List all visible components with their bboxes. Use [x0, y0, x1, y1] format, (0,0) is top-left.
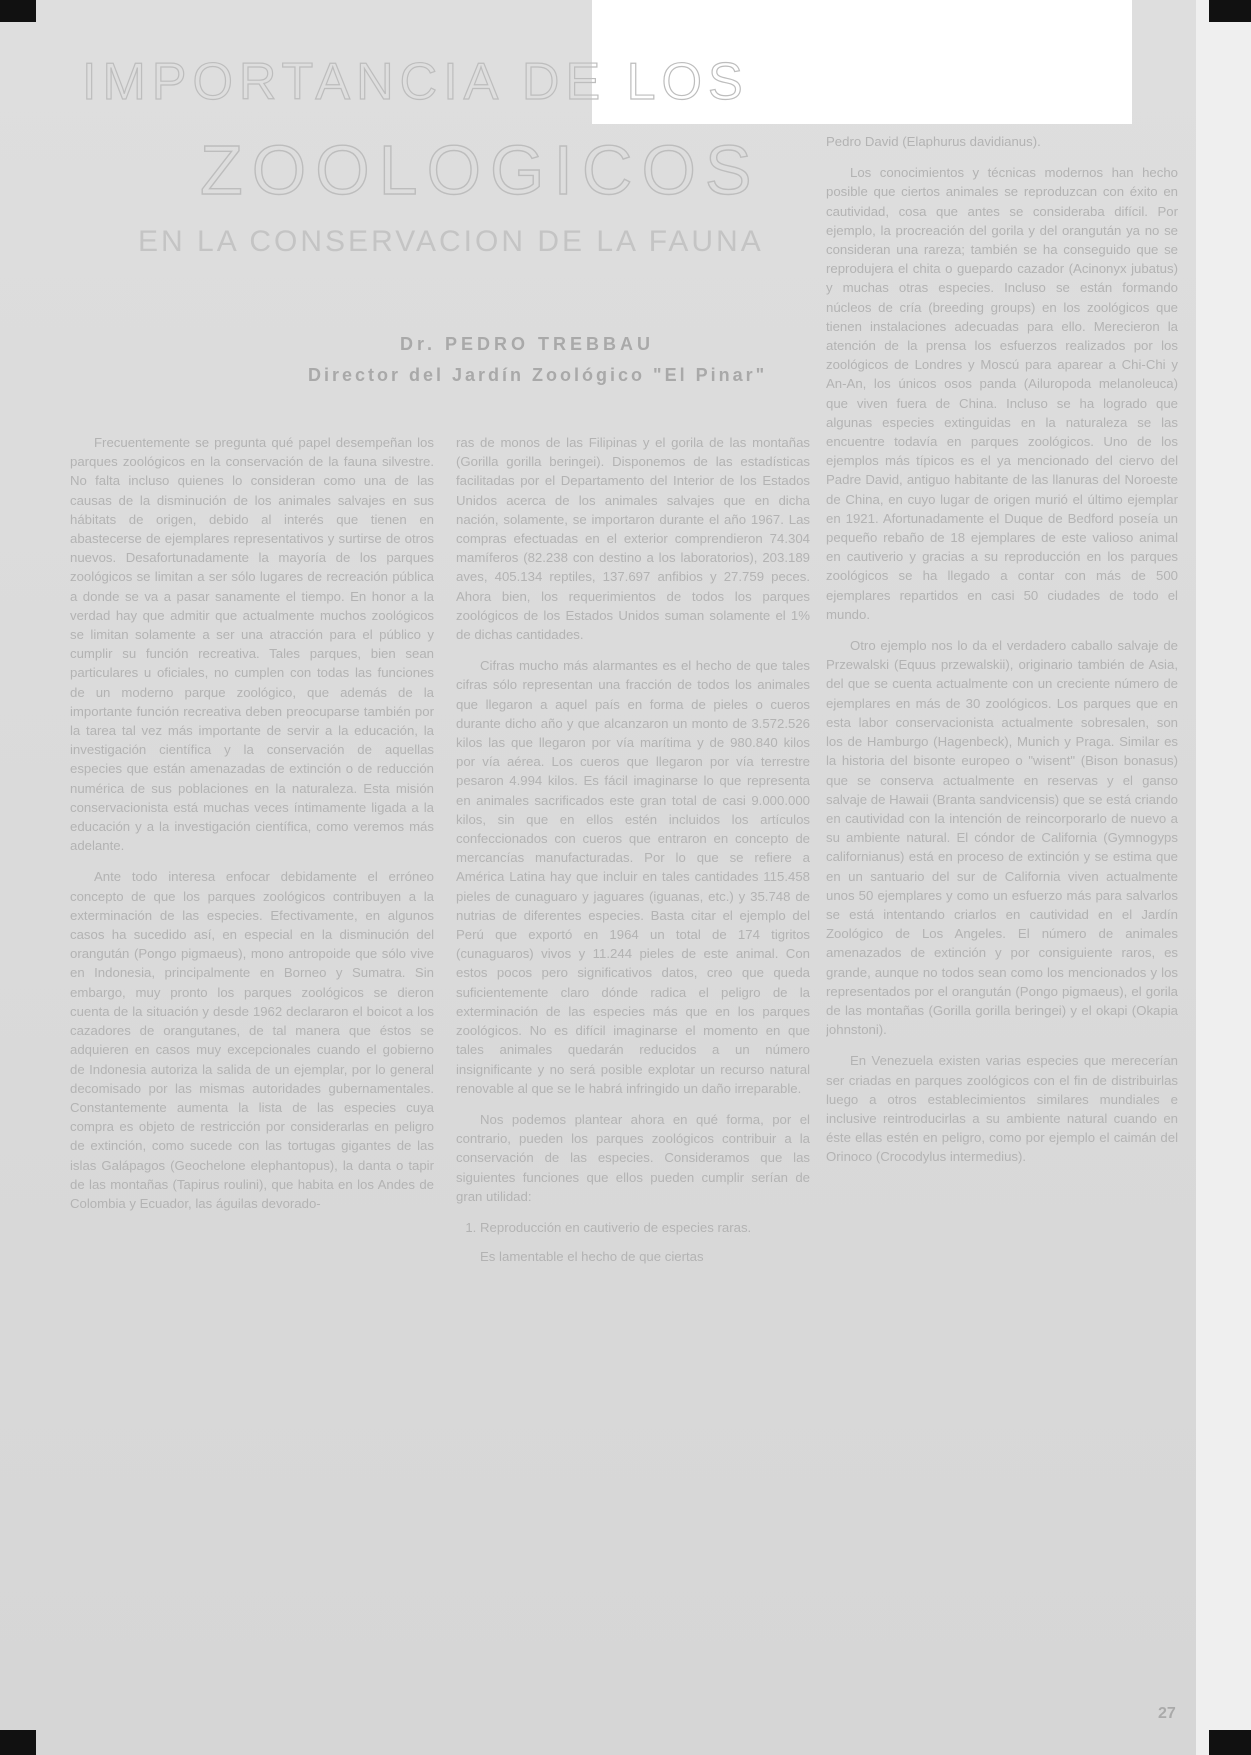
- article-column-right: [826, 48, 1178, 1688]
- scan-margin-right: [1196, 0, 1251, 1755]
- list-item: 1. Reproducción en cautiverio de especies raras.: [480, 1218, 810, 1237]
- scan-corner-top-right: [1209, 0, 1251, 22]
- paragraph: Cifras mucho más alarmantes es el hecho de que tales cifras sólo representan una fracción de todos los animales que llegaron a aquel país en forma de pieles o cueros durante dicho año y que alcanzaron un monto de 3.572.526 kilos las que llegaron por vía marítima y de 980.840 kilos por vía aérea. Los cueros que llegaron por vía terrestre pesaron 4.994 kilos. Es fácil imaginarse lo que representa en animales sacrificados este gran total de casi 9.000.000 kilos, sin que en ellos estén incluidos los artículos confeccionados con cueros que entraron en concepto de mercancías manufacturadas. Por lo que se refiere a América Latina hay que incluir en tales cantidades 115.458 pieles de cunaguaro y jaguares (iguanas, etc.) y 35.748 de nutrias de diferentes especies. Basta citar el ejemplo del Perú que exportó en 1964 un total de 174 tigritos (cunaguaros) vivos y 11.244 pieles de este animal. Con estos pocos pero significativos datos, creo que queda suficientemente claro dónde radica el peligro de la exterminación de las especies más que en los parques zoológicos. No es difícil imaginarse el momento en que tales animales quedarán reducidos a un número insignificante y no será posible explotar un recurso natural renovable al que se le habrá infringido un daño irreparable.: [456, 658, 810, 1096]
- subtitle: EN LA CONSERVACION DE LA FAUNA: [138, 225, 764, 258]
- paragraph: Es lamentable el hecho de que ciertas: [480, 1249, 704, 1265]
- paragraph: ras de monos de las Filipinas y el gorila de las montañas (Gorilla gorilla beringei). Disponemos de las estadísticas facilitadas por el Departamento del Interior de los Estados Unidos acerca de los animales salvajes que en dicha nación, solamente, se importaron durante el año 1967. Las compras efectuadas en el exterior comprendieron 74.304 mamíferos (82.238 con destino a los laboratorios), 203.189 aves, 405.134 reptiles, 137.697 anfibios y 27.759 peces. Ahora bien, los requerimientos de todos los parques zoológicos de los Estados Unidos suman solamente el 1% de dichas cantidades.: [456, 435, 810, 643]
- author-role: Director del Jardín Zoológico "El Pinar": [308, 365, 768, 385]
- page-number: 27: [1158, 1705, 1176, 1722]
- paragraph: Otro ejemplo nos lo da el verdadero caballo salvaje de Przewalski (Equus przewalskii), originario también de Asia, del que se cuenta actualmente con un creciente número de ejemplares en más de 30 zoológicos. Los parques que en esta labor conservacionista actualmente sobresalen, son los de Hamburgo (Hagenbeck), Munich y Praga. Similar es la historia del bisonte europeo o "wisent" (Bison bonasus) que se conserva actualmente en reservas y el ganso salvaje de Hawaii (Branta sandvicensis) que se está criando en cautividad con la intención de reincorporarlo de nuevo a su ambiente natural. El cóndor de California (Gymnogyps californianus) está en proceso de extinción y se estima que en un santuario del sur de California viven actualmente unos 50 ejemplares y como un esfuerzo más para salvarlos se está intentando criarlos en cautividad en el Jardín Zoológico de Los Angeles. El número de animales amenazados de extinción y por consiguiente raros, es grande, aunque no todos sean como los mencionados y los representados por el orangután (Pongo pigmaeus), el gorila de las montañas (Gorilla gorilla beringei) y el okapi (Okapia johnstoni).: [826, 638, 1178, 1038]
- title-line-1: IMPORTANCIA DE LOS: [82, 53, 749, 111]
- scan-corner-bottom-left: [0, 1730, 36, 1755]
- article-column-middle: [456, 433, 810, 1738]
- paragraph: Los conocimientos y técnicas modernos han hecho posible que ciertos animales se reproduzcan con éxito en cautividad, cosa que antes se consideraba difícil. Por ejemplo, la procreación del gorila y del orangután ya no se consideran una rareza; también se ha conseguido que se reprodujera el chita o guepardo cazador (Acinonyx jubatus) y muchas otras especies. Incluso se están formando núcleos de cría (breeding groups) en los zoológicos que tienen instalaciones adecuadas para ello. Merecieron la atención de la prensa los esfuerzos realizados por los zoológicos de Londres y Moscú para aparear a Chi-Chi y An-An, los únicos osos panda (Ailuropoda melanoleuca) que viven fuera de China. Incluso se ha logrado que algunas especies extinguidas en la naturaleza se las encuentre todavía en parques zoológicos. Uno de los ejemplos más típicos es el ya mencionado del ciervo del Padre David, antiguo habitante de las llanuras del Noroeste de China, en cuyo lugar de origen murió el último ejemplar en 1921. Afortunadamente el Duque de Bedford poseía un pequeño rebaño de 18 ejemplares de este valioso animal en cautiverio y gracias a su reproducción en los parques zoológicos se ha llegado a contar con más de 500 ejemplares repartidos en casi 50 ciudades de todo el mundo.: [826, 165, 1178, 622]
- paragraph: En Venezuela existen varias especies que merecerían ser criadas en parques zoológicos con el fin de distribuirlas luego a otros establecimientos similares mundiales e inclusive reintroducirlas a su ambiente natural cuando en éste ellas estén en peligro, como por ejemplo el caimán del Orinoco (Crocodylus intermedius).: [826, 1053, 1178, 1165]
- scan-corner-bottom-right: [1209, 1730, 1251, 1755]
- author-name: Dr. PEDRO TREBBAU: [400, 334, 655, 354]
- function-list: [456, 1218, 810, 1237]
- scan-corner-top-left: [0, 0, 36, 22]
- paragraph: Pedro David (Elaphurus davidianus).: [826, 134, 1041, 149]
- title-line-2: ZOOLOGICOS: [200, 131, 761, 209]
- article-column-left: [70, 433, 434, 1738]
- paragraph: Nos podemos plantear ahora en qué forma, por el contrario, pueden los parques zoológicos contribuir a la conservación de las especies. Consideramos que las siguientes funciones que ellos pueden cumplir serían de gran utilidad:: [456, 1111, 810, 1204]
- paragraph: Frecuentemente se pregunta qué papel desempeñan los parques zoológicos en la conservación de la fauna silvestre. No falta incluso quienes lo consideran como una de las causas de la disminución de los animales salvajes en sus hábitats de origen, debido al interés que tienen en abastecerse de ejemplares representativos y surtirse de otros nuevos. Desafortunadamente la mayoría de los parques zoológicos se limitan a ser sólo lugares de recreación pública a donde se va a pasar sanamente el tiempo. En honor a la verdad hay que admitir que actualmente muchos zoológicos se limitan solamente a ser una atracción para el público y cumplir su función recreativa. Tales parques, bien sean particulares u oficiales, no cumplen con todas las funciones de un moderno parque zoológico, que además de la importante función recreativa deben preocuparse también por la tarea tal vez más importante de servir a la educación, la investigación científica y la conservación de aquellas especies que están amenazadas de extinción o de reducción numérica de sus poblaciones en la naturaleza. Esta misión conservacionista está muchas veces íntimamente ligada a la educación y a la investigación científica, como veremos más adelante.: [70, 435, 434, 854]
- paragraph: Ante todo interesa enfocar debidamente el erróneo concepto de que los parques zoológicos contribuyen a la exterminación de las especies. Efectivamente, en algunos casos ha sucedido así, en especial en la disminución del orangután (Pongo pigmaeus), mono antropoide que sólo vive en Indonesia, principalmente en Borneo y Sumatra. Sin embargo, muy pronto los parques zoológicos se dieron cuenta de la situación y desde 1962 declararon el boicot a los cazadores de orangutanes, de tal manera que éstos se adquieren en casos muy excepcionales cuando el gobierno de Indonesia autoriza la salida de un ejemplar, por lo general decomisado por las mismas autoridades gubernamentales. Constantemente aumenta la lista de las especies cuya compra es objeto de restricción por considerarlas en peligro de extinción, como sucede con las tortugas gigantes de las islas Galápagos (Geochelone elephantopus), la danta o tapir de las montañas (Tapirus roulini), que habita en los Andes de Colombia y Ecuador, las águilas devorado-: [70, 869, 434, 1211]
